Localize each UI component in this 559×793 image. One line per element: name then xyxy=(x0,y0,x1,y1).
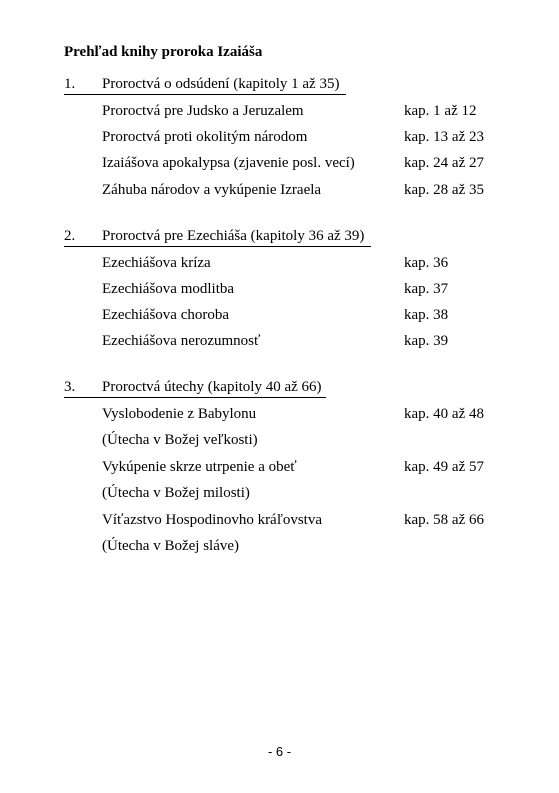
outline-item-chapters: kap. 58 až 66 xyxy=(404,512,484,528)
outline-item-text: Ezechiášova modlitba xyxy=(102,281,235,297)
section-title: Proroctvá pre Ezechiáša (kapitoly 36 až 39) xyxy=(102,228,365,244)
outline-item-text: Izaiášova apokalypsa (zjavenie posl. vecí) xyxy=(102,155,355,171)
section-heading-2 xyxy=(64,227,371,247)
outline-item-text: Víťazstvo Hospodinovho kráľovstva xyxy=(102,512,322,528)
section-title: Proroctvá útechy (kapitoly 40 až 66) xyxy=(102,379,322,395)
outline-item-chapters: kap. 28 až 35 xyxy=(404,182,484,198)
outline-item-chapters: kap. 37 xyxy=(404,281,449,297)
outline-item-text: Ezechiášova nerozumnosť xyxy=(102,333,261,349)
section-heading-3 xyxy=(64,378,326,398)
outline-item-text: Záhuba národov a vykúpenie Izraela xyxy=(102,182,322,198)
outline-item-text: Vykúpenie skrze utrpenie a obeť xyxy=(102,459,297,475)
outline-item-chapters: kap. 24 až 27 xyxy=(404,155,484,171)
outline-item-text: Proroctvá pre Judsko a Jeruzalem xyxy=(102,103,304,119)
outline-item-chapters: kap. 36 xyxy=(404,255,449,271)
outline-item-chapters: kap. 39 xyxy=(404,333,449,349)
outline-item-text: Vyslobodenie z Babylonu xyxy=(102,406,257,422)
section-title: Proroctvá o odsúdení (kapitoly 1 až 35) xyxy=(102,76,340,92)
outline-item-chapters: kap. 40 až 48 xyxy=(404,406,484,422)
outline-item-text: Ezechiášova choroba xyxy=(102,307,230,323)
outline-item-chapters: kap. 13 až 23 xyxy=(404,129,484,145)
document-title: Prehľad knihy proroka Izaiáša xyxy=(64,44,263,60)
outline-item-note: (Útecha v Božej milosti) xyxy=(102,485,250,501)
outline-item-chapters: kap. 1 až 12 xyxy=(404,103,477,119)
outline-item-chapters: kap. 38 xyxy=(404,307,449,323)
outline-item-text: Proroctvá proti okolitým národom xyxy=(102,129,308,145)
section-number: 2. xyxy=(64,228,76,244)
outline-item-text: Ezechiášova kríza xyxy=(102,255,211,271)
section-number: 3. xyxy=(64,379,76,395)
page-number: - 6 - xyxy=(267,744,292,759)
section-number: 1. xyxy=(64,76,76,92)
section-heading-1 xyxy=(64,75,346,95)
outline-item-note: (Útecha v Božej sláve) xyxy=(102,538,240,554)
outline-item-chapters: kap. 49 až 57 xyxy=(404,459,484,475)
outline-item-note: (Útecha v Božej veľkosti) xyxy=(102,432,258,448)
